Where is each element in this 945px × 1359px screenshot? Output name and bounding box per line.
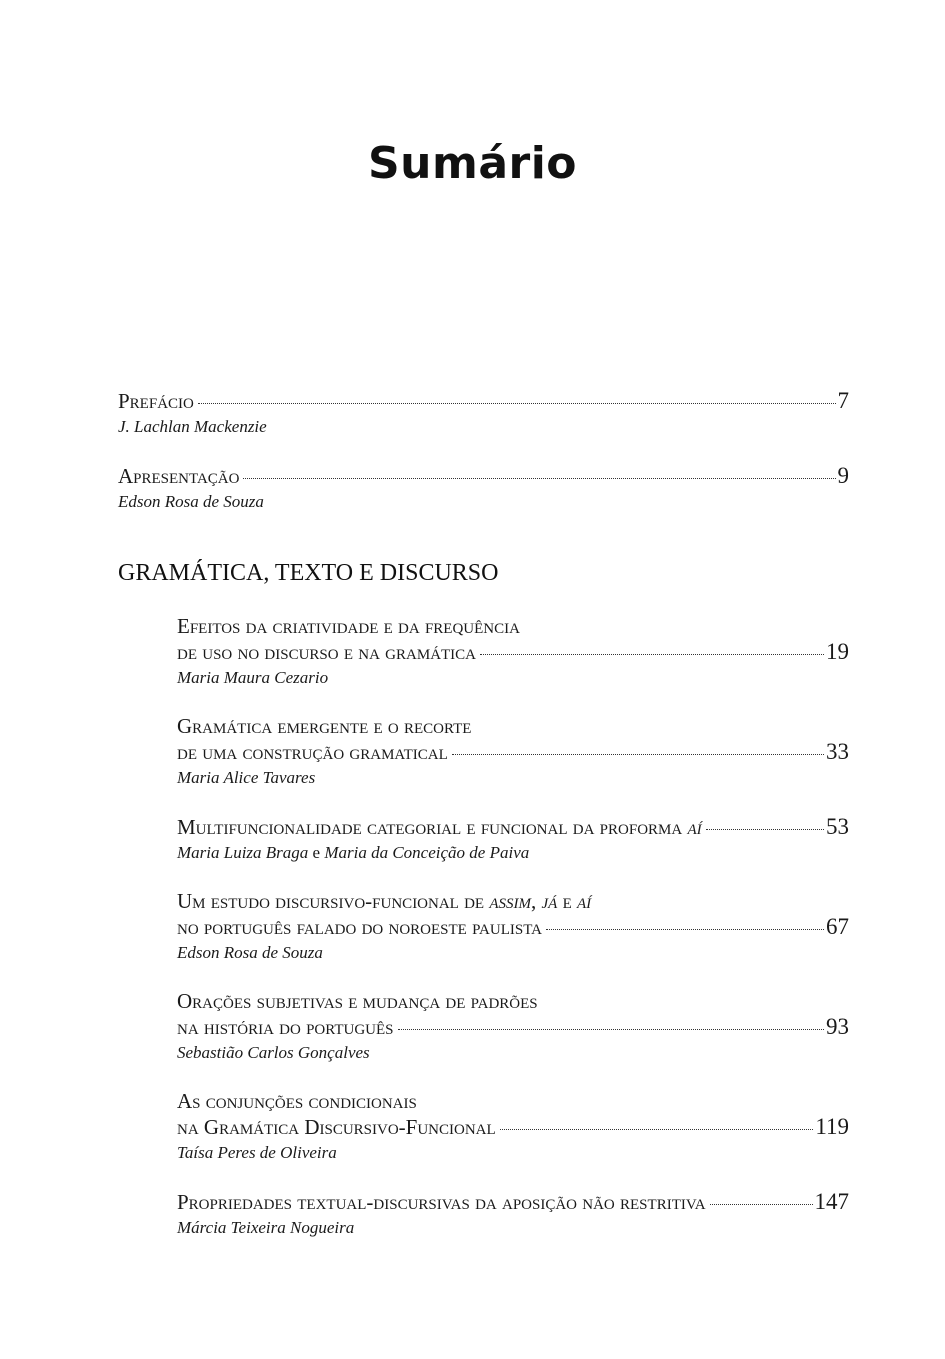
toc-entry-chapter-3[interactable]: [177, 814, 849, 866]
page-number: 67: [826, 914, 849, 939]
toc-title: [177, 889, 591, 914]
toc-title-italic: já: [541, 889, 558, 913]
toc-entry-prefacio[interactable]: [118, 388, 849, 440]
toc-title-line: [177, 814, 849, 840]
toc-title-line: [177, 739, 849, 765]
toc-title-line: [177, 1014, 849, 1040]
toc-title: [177, 815, 702, 840]
page-title: Sumário: [367, 138, 578, 189]
toc-title-cont: no português falado do noroeste paulista: [177, 915, 543, 939]
toc-entry-apresentacao[interactable]: [118, 463, 849, 515]
toc-entry-chapter-4[interactable]: [177, 889, 849, 966]
toc-title-text: ,: [531, 889, 542, 913]
toc-title-cont: na história do português: [177, 1015, 394, 1039]
toc-title-italic: aí: [687, 815, 702, 839]
toc-title-line: [177, 1114, 849, 1140]
toc-title-text: Multifuncionalidade categorial e funcional da proforma: [177, 815, 688, 839]
toc-title-line: [177, 914, 849, 940]
toc-author: Maria Maura Cezario: [177, 668, 329, 687]
page-number: 93: [826, 1014, 849, 1039]
toc-author: Taísa Peres de Oliveira: [177, 1143, 337, 1162]
dot-leader: [500, 1129, 814, 1130]
toc-title: Efeitos da criatividade e da frequência: [177, 614, 520, 638]
toc-author-2: Maria da Conceição de Paiva: [324, 843, 530, 862]
page-number: 7: [837, 388, 849, 413]
toc-entry-chapter-2[interactable]: [177, 714, 849, 791]
toc-title-italic: aí: [577, 889, 592, 913]
toc-author: Edson Rosa de Souza: [177, 943, 323, 962]
toc-author-separator: e: [308, 843, 325, 862]
toc-title-line: [177, 889, 849, 914]
page-number: 53: [826, 814, 849, 839]
toc-title-text: e: [557, 889, 577, 913]
toc-title-cont: de uma construção gramatical: [177, 740, 448, 764]
toc-title: Propriedades textual-discursivas da aposição não restritiva: [177, 1190, 706, 1214]
page-number: 119: [815, 1114, 849, 1139]
toc-title-cont: de uso no discurso e na gramática: [177, 640, 477, 664]
dot-leader: [546, 929, 824, 930]
toc-title: Gramática emergente e o recorte: [177, 714, 472, 738]
page-number: 147: [814, 1189, 849, 1214]
dot-leader: [710, 1204, 813, 1205]
toc-title-line: [118, 388, 849, 414]
dot-leader: [452, 754, 824, 755]
toc-title: As conjunções condicionais: [177, 1089, 417, 1113]
toc-title-line: [177, 614, 849, 639]
toc-title-line: [177, 639, 849, 665]
toc-title-line: [177, 1089, 849, 1114]
toc-title-line: [118, 463, 849, 489]
toc-title: Orações subjetivas e mudança de padrões: [177, 989, 538, 1013]
dot-leader: [198, 403, 836, 404]
toc-title: Prefácio: [118, 389, 194, 413]
page-number: 33: [826, 739, 849, 764]
toc-title-text: Um estudo discursivo-funcional de: [177, 889, 490, 913]
dot-leader: [243, 478, 835, 479]
toc-author: J. Lachlan Mackenzie: [118, 417, 267, 436]
section-heading: GRAMÁTICA, TEXTO E DISCURSO: [118, 560, 499, 586]
page-number: 9: [837, 463, 849, 488]
toc-author: [177, 840, 849, 866]
toc-author: Edson Rosa de Souza: [118, 492, 264, 511]
dot-leader: [398, 1029, 824, 1030]
toc-title-italic: assim: [489, 889, 531, 913]
toc-title-line: [177, 989, 849, 1014]
toc-entry-chapter-7[interactable]: [177, 1189, 849, 1241]
toc-author: Sebastião Carlos Gonçalves: [177, 1043, 370, 1062]
toc-entry-chapter-6[interactable]: [177, 1089, 849, 1166]
toc-title: Apresentação: [118, 464, 240, 488]
page-number: 19: [826, 639, 849, 664]
toc-author-1: Maria Luiza Braga: [177, 843, 309, 862]
toc-entry-chapter-1[interactable]: [177, 614, 849, 691]
dot-leader: [480, 654, 824, 655]
toc-title-cont: na Gramática Discursivo-Funcional: [177, 1115, 496, 1139]
toc-title-line: [177, 714, 849, 739]
toc-author: Maria Alice Tavares: [177, 768, 316, 787]
toc-entry-chapter-5[interactable]: [177, 989, 849, 1066]
toc-author: Márcia Teixeira Nogueira: [177, 1218, 355, 1237]
toc-title-line: [177, 1189, 849, 1215]
dot-leader: [706, 829, 824, 830]
